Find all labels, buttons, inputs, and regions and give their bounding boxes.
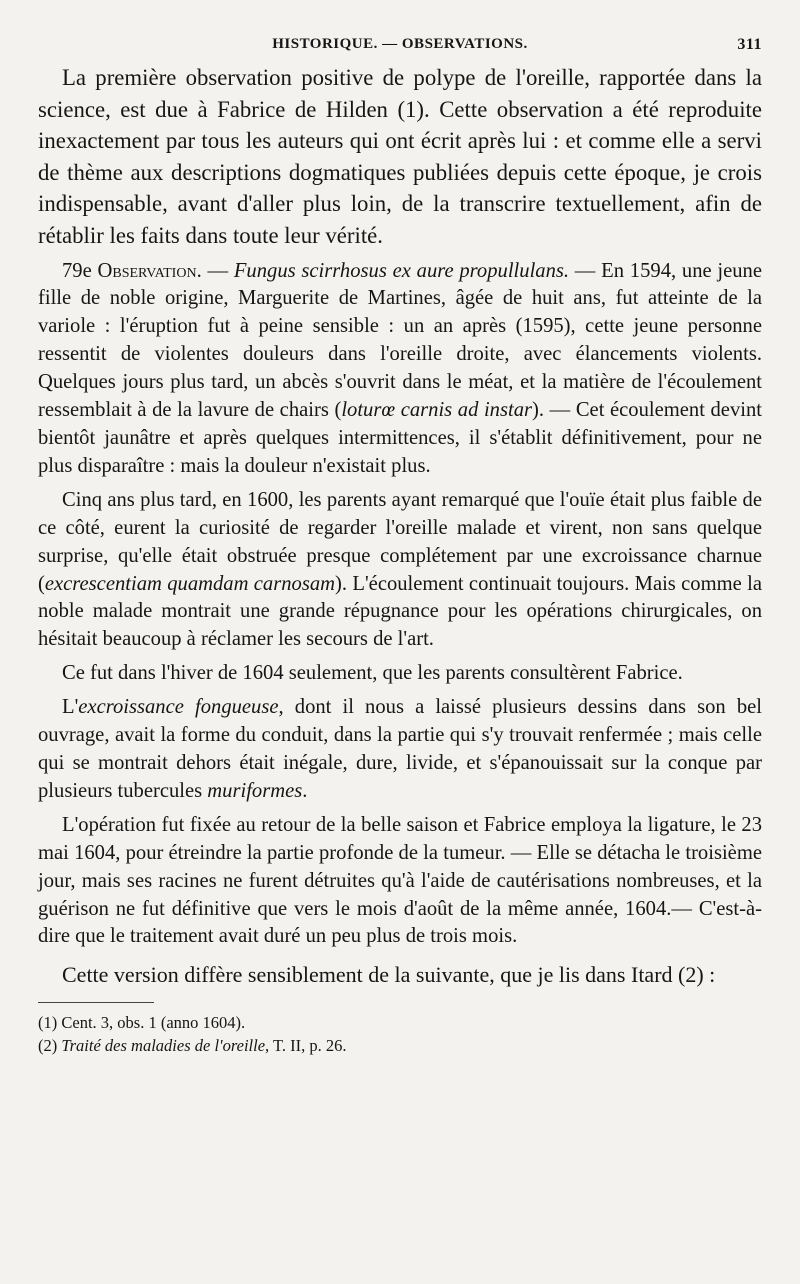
footnote-1: (1) Cent. 3, obs. 1 (anno 1604).: [38, 1013, 246, 1033]
running-head: [38, 28, 762, 62]
footnote-2-title: Traité des maladies de l'oreille: [61, 1036, 266, 1056]
observation-paragraph-5: L'opération fut fixée au retour de la belle saison et Fabrice employa la ligature, le 23 mai 1604, pour étreindre la partie profonde de la tumeur. — Elle se détacha le troisième jour, mais ses racines ne furent détruites qu'à l'aide de cautérisations nombreuses, et la guérison ne fut définitive que vers le mois d'août de la même année, 1604.— C'est-à-dire que le traitement avait duré un peu plus de trois mois.: [38, 813, 762, 948]
observation-text-4b: , dont il nous a laissé plusieurs dessins dans son bel ouvrage, avait la forme du conduit, dans la partie qui s'y trouvait renfermée ; mais celle qui se montrait dehors était inégale, dure, livide, et s'épanouissait sur la conque par plusieurs tubercules: [38, 696, 762, 802]
observation-section: [38, 258, 762, 952]
observation-italic-2: excrescentiam quamdam carnosam: [44, 572, 336, 595]
closing-section: [38, 959, 762, 990]
page: [38, 28, 762, 1057]
observation-paragraph-4: [38, 694, 762, 806]
observation-paragraph-3: Ce fut dans l'hiver de 1604 seulement, que les parents consultèrent Fabrice.: [62, 662, 683, 685]
footnote-2-number: (2): [38, 1036, 62, 1056]
closing-paragraph: Cette version diffère sensiblement de la suivante, que je lis dans Itard (2) :: [62, 962, 716, 988]
observation-text-2b: ). L'écoulement continuait toujours. Mais comme la noble malade montrait une grande répugnance pour les opérations chirurgicales, on hésitait beaucoup à réclamer les secours de l'art.: [38, 572, 762, 651]
observation-italic-4b: muriformes: [207, 779, 303, 802]
intro-paragraph: La première observation positive de polype de l'oreille, rapportée dans la science, est due à Fabrice de Hilden (1). Cette observation a été reproduite inexactement par tous les auteurs qui ont écrit après lui : et comme elle a servi de thème aux descriptions dogmatiques publiées depuis cette époque, je crois indispensable, avant d'aller plus loin, de la transcrire textuellement, afin de rétablir les faits dans toute leur vérité.: [38, 65, 762, 248]
observation-dash: —: [201, 259, 234, 282]
footnote-2: [38, 1034, 762, 1057]
observation-italic-4: excroissance fongueuse: [78, 696, 279, 719]
footnote-rule: [38, 1002, 154, 1003]
observation-number: 79e: [62, 259, 92, 282]
observation-latin-title: Fungus scirrhosus ex aure propullulans.: [233, 259, 570, 282]
observation-paragraph-1: [38, 258, 762, 481]
observation-text-4c: .: [302, 779, 308, 802]
observation-text-2a: Cinq ans plus tard, en 1600, les parents ayant remarqué que l'ouïe était plus faible de ce côté, eurent la curiosité de regarder l'oreille malade et virent, non sans quelque surprise, qu'elle était obstruée presque complétement par une excroissance charnue (: [38, 488, 762, 595]
intro-section: [38, 62, 762, 252]
observation-text-1b: ). — Cet écoulement devint bientôt jaunâtre et après quelques intermittences, il s'établit définitivement, pour ne plus disparaître : mais la douleur n'existait plus.: [38, 399, 762, 477]
observation-label: Observation.: [97, 259, 202, 282]
page-number: 311: [737, 36, 762, 53]
footnote-2-rest: , T. II, p. 26.: [265, 1036, 347, 1056]
observation-italic-1: loturœ carnis ad instar: [341, 399, 533, 422]
observation-text-4a: L': [62, 696, 79, 719]
footnotes: [38, 1011, 762, 1057]
running-head-title: HISTORIQUE. — OBSERVATIONS.: [272, 36, 528, 52]
observation-paragraph-2: [38, 487, 762, 654]
observation-text-1a: — En 1594, une jeune fille de noble origine, Marguerite de Martines, âgée de huit ans, fut atteinte de la variole : l'éruption fut à peine sensible : un an après (1595), cette jeune personne ressentit de violentes douleurs dans l'oreille droite, avec élancements violents. Quelques jours plus tard, un abcès s'ouvrit dans le méat, et la matière de l'écoulement ressemblait à de la lavure de chairs (: [38, 259, 762, 422]
